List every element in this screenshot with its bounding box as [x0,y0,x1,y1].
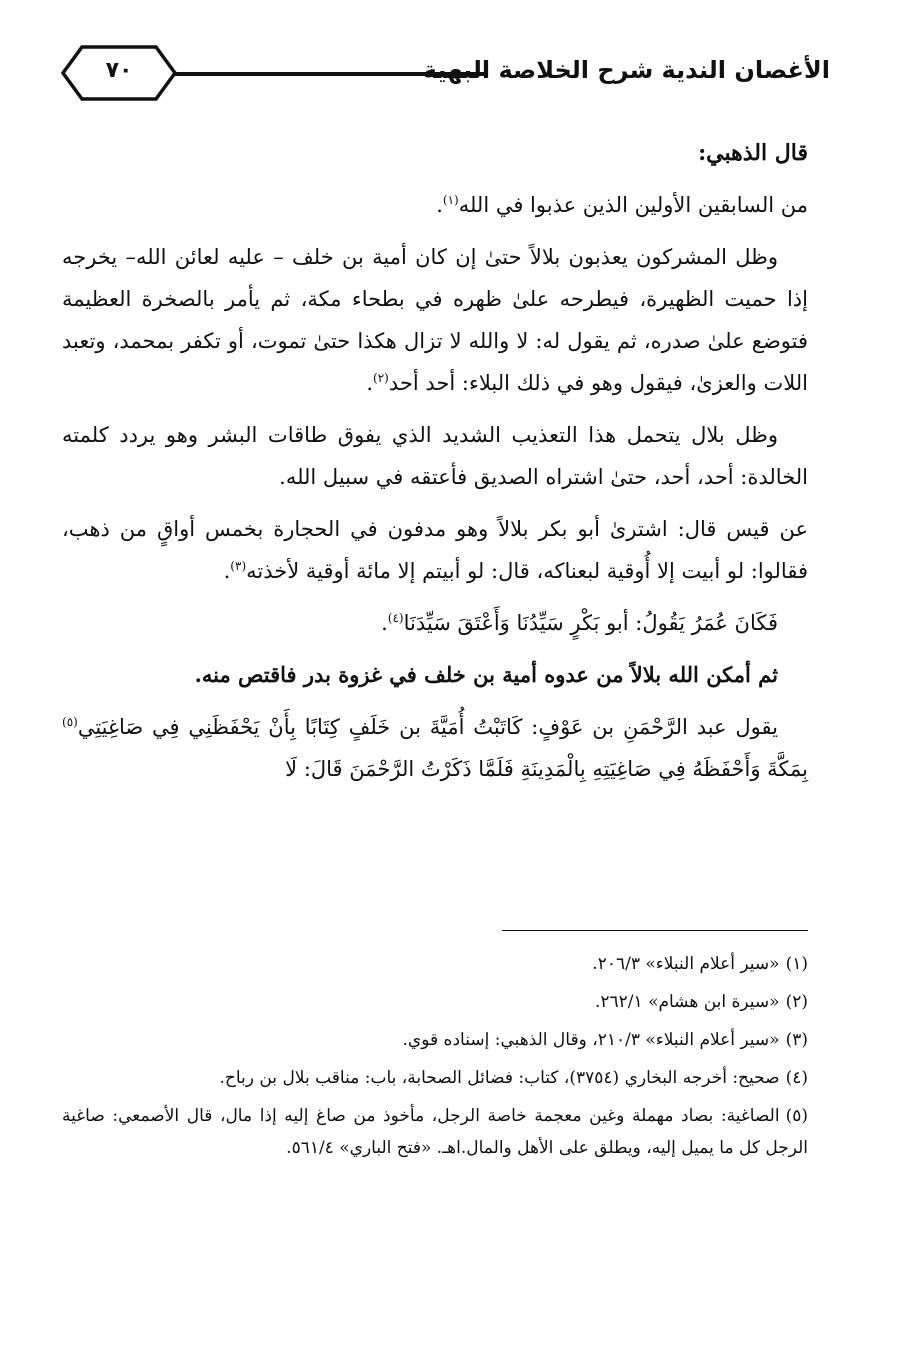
page-number: ٧٠ [105,58,133,83]
paragraph-1-text: من السابقين الأولين الذين عذبوا في الله [458,193,808,217]
paragraph-7-text-a: يقول عبد الرَّحْمَنِ بن عَوْفٍ: كَاتَبْتُ أُمَيَّةَ بن خَلَفٍ كِتَابًا بِأَنْ يَحْفَظَنِي فِي صَاغِيَتِي [77,715,778,739]
footnote-text: «سيرة ابن هشام» ٢٦٢/١. [595,992,780,1012]
footnote-ref-1: (١) [442,193,459,207]
section-heading: قال الذهبي: [698,140,808,166]
book-title: الأغصان الندية شرح الخلاصة البهية [422,56,830,84]
paragraph-6: ثم أمكن الله بلالاً من عدوه أمية بن خلف في غزوة بدر فاقتص منه. [194,662,778,687]
paragraph-7 [62,706,808,790]
footnote-text: صحيح: أخرجه البخاري (٣٧٥٤)، كتاب: فضائل الصحابة، باب: مناقب بلال بن رباح. [219,1068,780,1088]
footnote-1 [62,948,808,980]
main-text [62,132,808,800]
paragraph-7-text-b: بِمَكَّةَ وَأَحْفَظَهُ فِي صَاغِيَتِهِ بِالْمَدِينَةِ فَلَمَّا ذَكَرْتُ الرَّحْمَنَ قَالَ: لَا [285,757,808,781]
footnote-3 [62,1024,808,1056]
footnote-number: (١) [785,954,808,974]
page-number-badge [60,44,178,102]
footnote-text: «سير أعلام النبلاء» ٢٠٦/٣. [592,954,780,974]
footnote-4 [62,1062,808,1094]
footnote-2 [62,986,808,1018]
footnote-ref-2: (٢) [373,371,389,385]
paragraph-3: وظل بلال يتحمل هذا التعذيب الشديد الذي يفوق طاقات البشر وهو يردد كلمته الخالدة: أحد، أحد، حتىٰ اشتراه الصديق فأعتقه في سبيل الله. [62,423,808,489]
paragraph-4: عن قيس قال: اشترىٰ أبو بكر بلالاً وهو مدفون في الحجارة بخمس أواقٍ من ذهب، فقالوا: لو أبيت إلا أُوقية لبعناكه، قال: لو أبيتم إلا مائة أوقية لأخذته$^{(٣)}$. [62,517,808,583]
page-header [60,44,830,102]
paragraph-1: من السابقين الأولين الذين عذبوا في الله$^{(١)}$. [436,193,808,217]
footnote-number: (٥) [785,1106,808,1126]
paragraph-4-text: عن قيس قال: اشترىٰ أبو بكر بلالاً وهو مدفون في الحجارة بخمس أواقٍ من ذهب، فقالوا: لو أبيت إلا أُوقية لبعناكه، قال: لو أبيتم إلا مائة أوقية لأخذته [62,517,808,583]
header-rule [175,72,485,76]
footnotes [62,948,808,1170]
footnote-text: الصاغية: بصاد مهملة وغين معجمة خاصة الرجل، مأخوذ من صاغ إليه إذا مال، قال الأصمعي: صاغية الرجل كل ما يميل إليه، ويطلق على الأهل والمال.اهـ. «فتح الباري» ٥٦١/٤. [62,1106,808,1158]
footnote-number: (٤) [785,1068,808,1088]
footnote-separator [502,930,808,931]
footnote-text: «سير أعلام النبلاء» ٢١٠/٣، وقال الذهبي: إسناده قوي. [402,1030,780,1050]
footnote-number: (٢) [785,992,808,1012]
footnote-number: (٣) [785,1030,808,1050]
footnote-5 [62,1100,808,1164]
paragraph-5: فَكَانَ عُمَرُ يَقُولُ: أبو بَكْرٍ سَيِّدُنَا وَأَعْتَقَ سَيِّدَنَا$^{(٤)}$. [381,611,778,635]
paragraph-5-text: فَكَانَ عُمَرُ يَقُولُ: أبو بَكْرٍ سَيِّدُنَا وَأَعْتَقَ سَيِّدَنَا [403,611,778,635]
paragraph-2: وظل المشركون يعذبون بلالاً حتىٰ إن كان أمية بن خلف – عليه لعائن الله– يخرجه إذا حميت الظهيرة، فيطرحه علىٰ ظهره في بطحاء مكة، ثم يأمر بالصخرة العظيمة فتوضع علىٰ صدره، ثم يقول له: لا والله لا تزال هكذا حتىٰ تموت، أو تكفر بمحمد، وتعبد اللات والعزىٰ، فيقول وهو في ذلك البلاء: أحد أحد$^{(٢)}$. [62,245,808,395]
footnote-ref-5: (٥) [62,715,78,729]
footnote-ref-4: (٤) [387,611,404,625]
paragraph-2-text: وظل المشركون يعذبون بلالاً حتىٰ إن كان أمية بن خلف – عليه لعائن الله– يخرجه إذا حميت الظهيرة، فيطرحه علىٰ ظهره في بطحاء مكة، ثم يأمر بالصخرة العظيمة فتوضع علىٰ صدره، ثم يقول له: لا والله لا تزال هكذا حتىٰ تموت، أو تكفر بمحمد، وتعبد اللات والعزىٰ، فيقول وهو في ذلك البلاء: أحد أحد [62,245,808,395]
footnote-ref-3: (٣) [230,559,247,573]
